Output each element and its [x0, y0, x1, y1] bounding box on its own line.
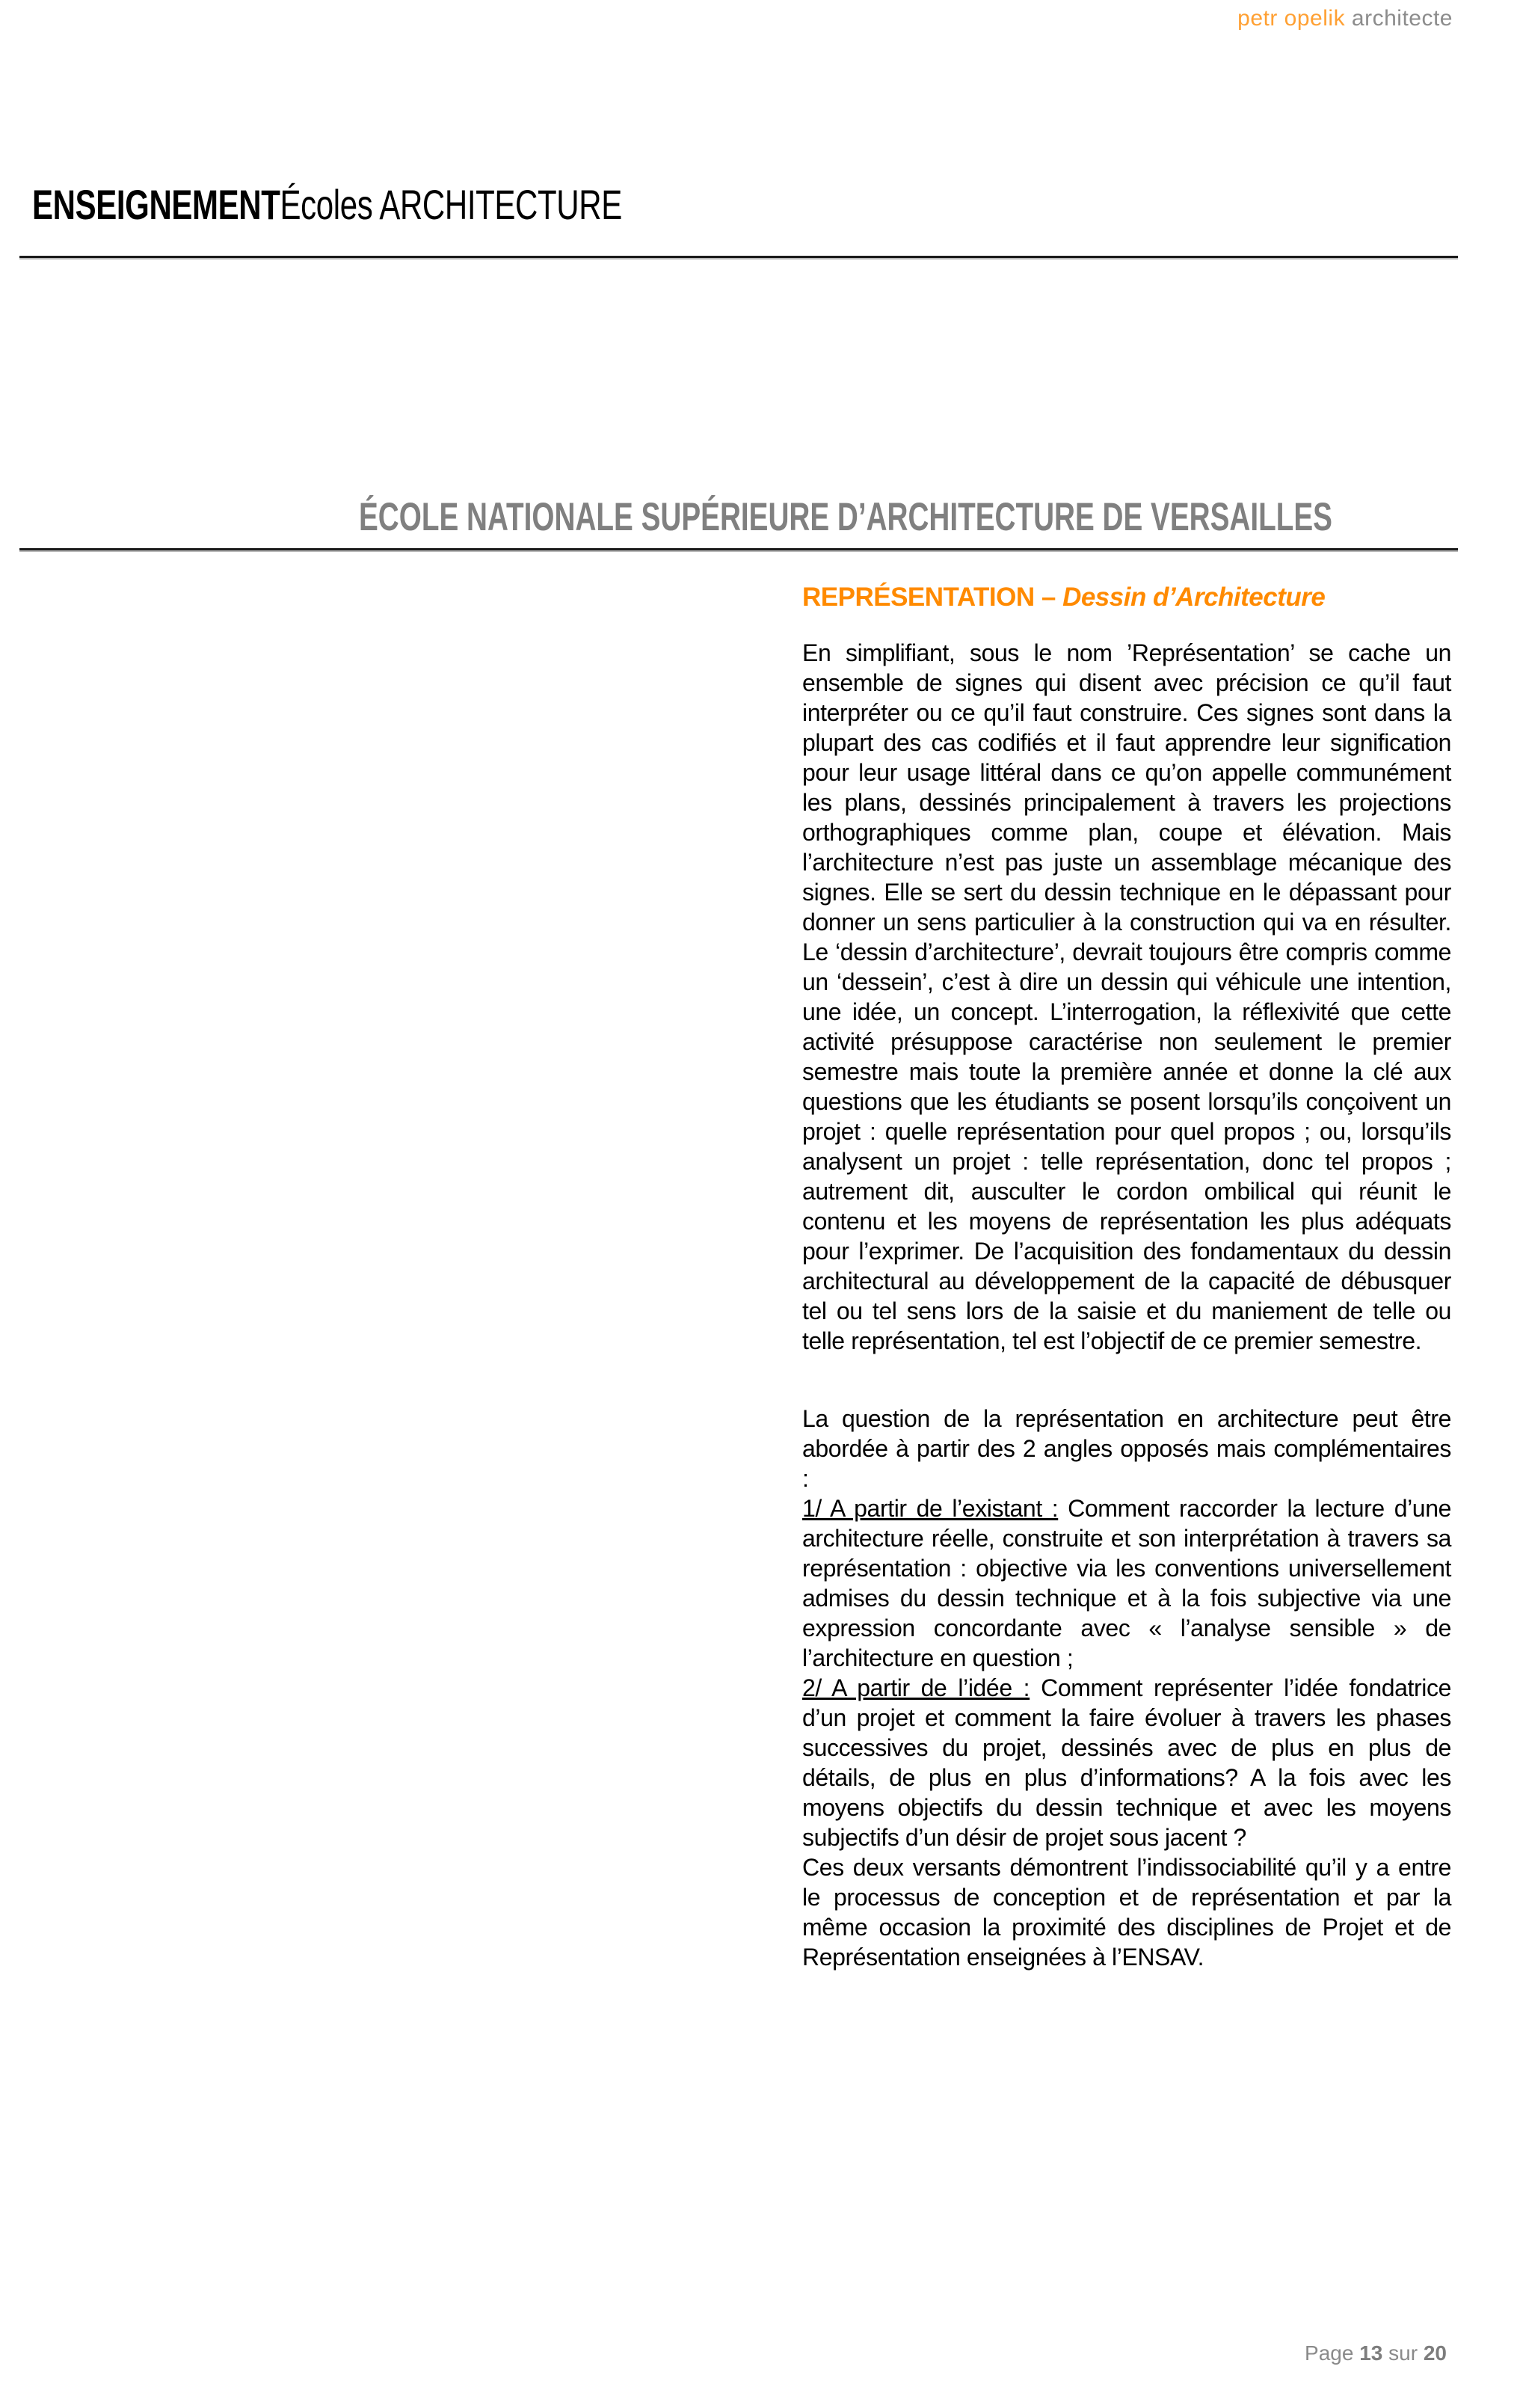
paragraph-point-1 [802, 1493, 1451, 1673]
paragraph-point-2 [802, 1673, 1451, 1852]
footer-total-pages: 20 [1423, 2341, 1447, 2365]
divider-top [19, 256, 1458, 258]
paragraph-point-2-lead: 2/ A partir de l’idée : [802, 1674, 1030, 1701]
paragraph-point-1-lead: 1/ A partir de l’existant : [802, 1495, 1059, 1522]
divider-title [19, 548, 1458, 550]
article-heading-subtitle: Dessin d’Architecture [1062, 583, 1326, 612]
masthead-subsection: Écoles ARCHITECTURE [280, 181, 622, 228]
page-footer [1305, 2341, 1447, 2366]
footer-separator-label: sur [1388, 2341, 1418, 2365]
page-title: ÉCOLE NATIONALE SUPÉRIEURE D’ARCHITECTURE DE VERSAILLES [359, 495, 1332, 539]
paragraph-point-1-text: Comment raccorder la lecture d’une architecture réelle, construite et son interprétation à travers sa représentation : objective via les conventions universellement admises du dessin technique et à la fois subjective via une expression concordante avec « l’analyse sensible » de l’architecture en question ; [802, 1495, 1451, 1671]
paragraph-question: La question de la représentation en architecture peut être abordée à partir des 2 angles opposés mais complémentaires : [802, 1405, 1451, 1492]
article-heading-dash: – [1041, 583, 1056, 612]
footer-page-number: 13 [1359, 2341, 1383, 2365]
article-heading [802, 583, 1451, 612]
brand [1237, 6, 1453, 31]
masthead [32, 181, 622, 228]
article [802, 583, 1451, 1972]
article-heading-title: REPRÉSENTATION [802, 583, 1035, 612]
footer-page-label: Page [1305, 2341, 1354, 2365]
brand-role: architecte [1351, 6, 1453, 31]
paragraph-point-2-text: Comment représenter l’idée fondatrice d’un projet et comment la faire évoluer à travers les phases successives du projet, dessinés avec de plus en plus de détails, de plus en plus d’informations? A la fois avec les moyens objectifs du dessin technique et avec les moyens subjectifs d’un désir de projet sous jacent ? [802, 1674, 1451, 1851]
paragraph-conclusion: Ces deux versants démontrent l’indissociabilité qu’il y a entre le processus de conception et de représentation et par la même occasion la proximité des disciplines de Projet et de Représentation enseignées à l’ENSAV. [802, 1854, 1451, 1971]
paragraph-intro: En simplifiant, sous le nom ’Représentation’ se cache un ensemble de signes qui disent avec précision ce qu’il faut interpréter ou ce qu’il faut construire. Ces signes sont dans la plupart des cas codifiés et il faut apprendre leur signification pour leur usage littéral dans ce qu’on appelle communément les plans, dessinés principalement à travers les projections orthographiques comme plan, coupe et élévation. Mais l’architecture n’est pas juste un assemblage mécanique des signes. Elle se sert du dessin technique en le dépassant pour donner un sens particulier à la construction qui va en résulter. Le ‘dessin d’architecture’, devrait toujours être compris comme un ‘dessein’, c’est à dire un dessin qui véhicule une intention, une idée, un concept. L’interrogation, la réflexivité que cette activité présuppose caractérise non seulement le premier semestre mais toute la première année et donne la clé aux questions que les étudiants se posent lorsqu’ils conçoivent un projet : quelle représentation pour quel propos ; ou, lorsqu’ils analysent un projet : telle représentation, donc tel propos ; autrement dit, ausculter le cordon ombilical qui réunit le contenu et les moyens de représentation les plus adéquats pour l’exprimer. De l’acquisition des fondamentaux du dessin architectural au développement de la capacité de débusquer tel ou tel sens lors de la saisie et du maniement de telle ou telle représentation, tel est l’objectif de ce premier semestre. [802, 639, 1451, 1354]
brand-name: petr opelik [1237, 6, 1346, 31]
masthead-section: ENSEIGNEMENT [32, 181, 280, 228]
